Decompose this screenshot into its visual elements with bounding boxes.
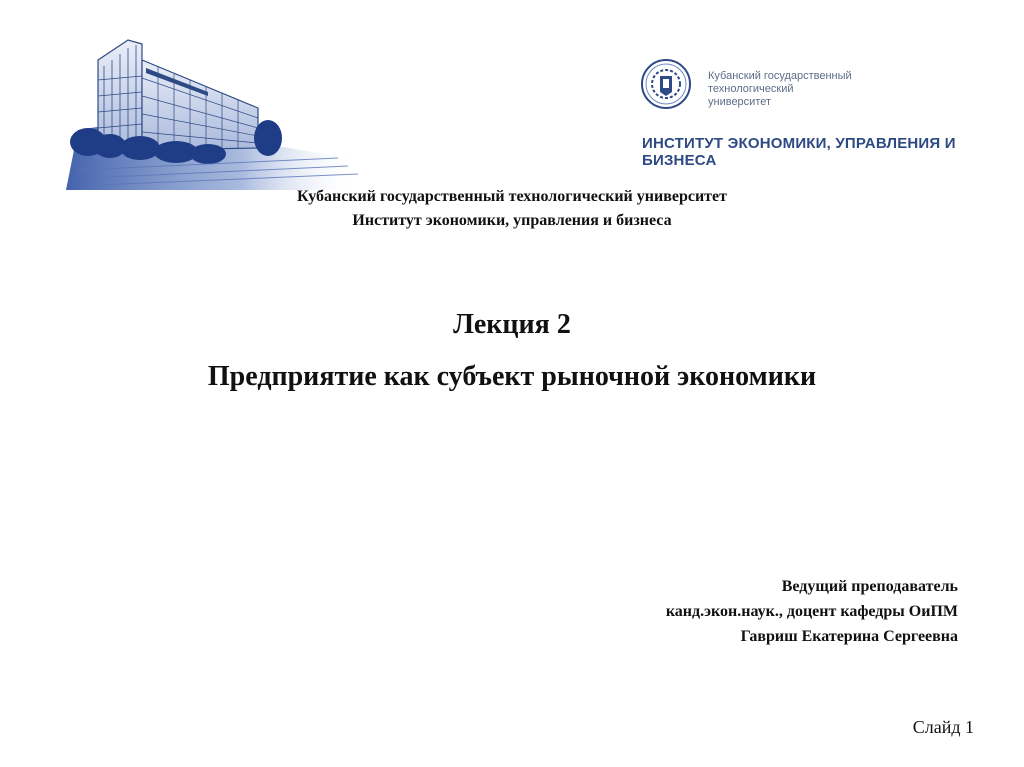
university-name-line: Кубанский государственный (708, 70, 852, 82)
university-title: Кубанский государственный технологический университет (297, 188, 727, 205)
institute-name-line: БИЗНЕСА (642, 152, 717, 169)
lecturer-degree: канд.экон.наук., доцент кафедры ОиПМ (665, 603, 958, 620)
university-building-illustration (58, 30, 358, 190)
institute-name-lines (642, 135, 987, 169)
lecture-title: Предприятие как субъект рыночной экономики (207, 361, 817, 392)
university-emblem-icon (640, 58, 692, 110)
institute-name-line: ИНСТИТУТ ЭКОНОМИКИ, УПРАВЛЕНИЯ И (642, 135, 956, 152)
institute-title: Институт экономики, управления и бизнеса (352, 212, 672, 229)
university-name-lines (708, 70, 908, 109)
lecturer-info (458, 574, 958, 649)
slide-number: Слайд 1 (912, 717, 974, 737)
lecture-number: Лекция 2 (453, 309, 571, 340)
university-name-line: университет (708, 96, 772, 108)
lecturer-role: Ведущий преподаватель (781, 578, 958, 595)
slide-header (180, 185, 844, 233)
institute-logo-block (640, 58, 990, 178)
university-name-line: технологический (708, 83, 794, 95)
lecturer-name: Гавриш Екатерина Сергеевна (740, 628, 958, 645)
